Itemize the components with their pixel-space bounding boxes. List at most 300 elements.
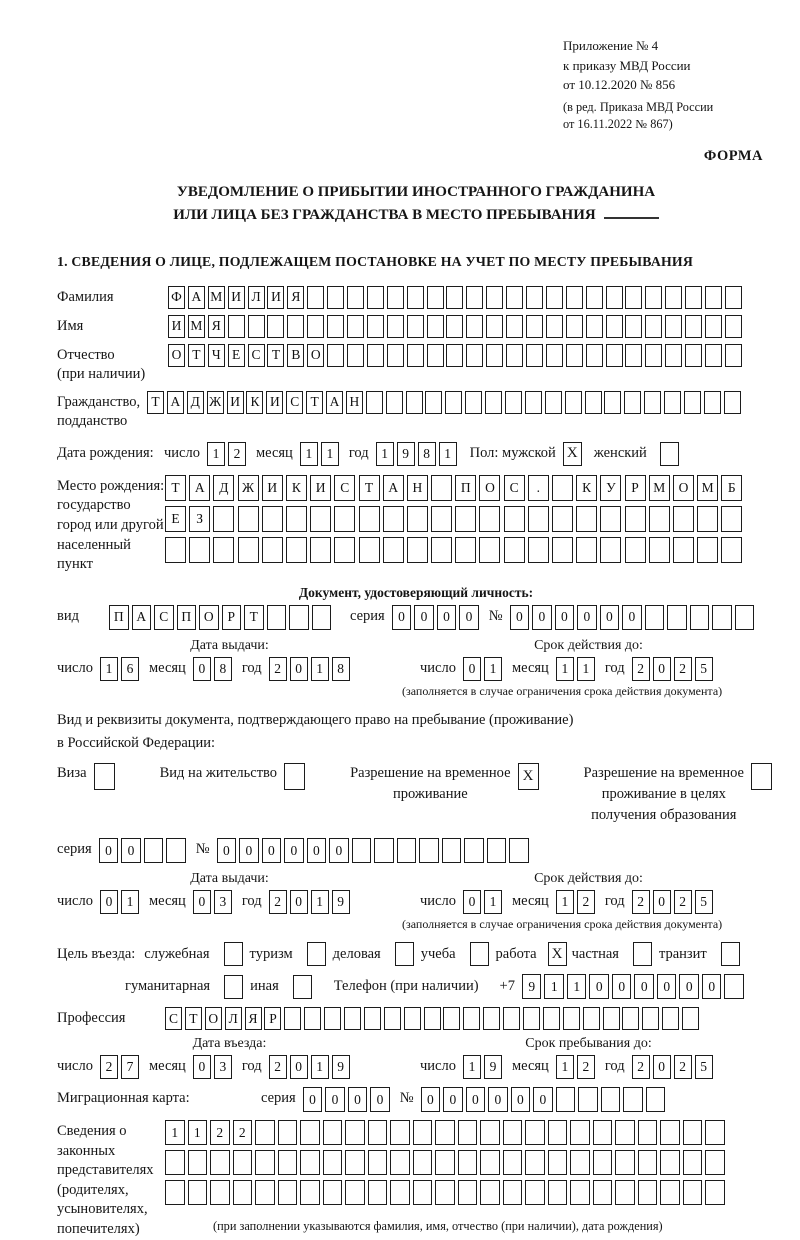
form-cell[interactable]: Ж: [238, 475, 259, 501]
form-cell[interactable]: [483, 1007, 500, 1030]
form-cell[interactable]: [685, 315, 702, 338]
form-cell[interactable]: [255, 1150, 275, 1175]
form-cell[interactable]: [367, 286, 384, 309]
form-cell[interactable]: [644, 391, 661, 414]
form-cell[interactable]: [188, 1180, 208, 1205]
form-cell[interactable]: И: [310, 475, 331, 501]
form-cell[interactable]: [525, 391, 542, 414]
form-cell[interactable]: С: [504, 475, 525, 501]
form-cell[interactable]: П: [177, 605, 197, 630]
form-cell[interactable]: [262, 506, 283, 532]
form-cell[interactable]: [638, 1120, 658, 1145]
form-cell[interactable]: [638, 1180, 658, 1205]
form-cell[interactable]: [615, 1150, 635, 1175]
form-cell[interactable]: [327, 344, 344, 367]
form-cell[interactable]: [345, 1180, 365, 1205]
form-cell[interactable]: [435, 1180, 455, 1205]
form-cell[interactable]: 0: [421, 1087, 441, 1112]
form-cell[interactable]: [585, 391, 602, 414]
form-cell[interactable]: [466, 315, 483, 338]
form-cell[interactable]: [566, 286, 583, 309]
form-cell[interactable]: [570, 1120, 590, 1145]
form-cell[interactable]: [425, 391, 442, 414]
form-cell[interactable]: И: [262, 475, 283, 501]
form-cell[interactable]: [383, 537, 404, 563]
form-cell[interactable]: [435, 1120, 455, 1145]
form-cell[interactable]: [583, 1007, 600, 1030]
form-cell[interactable]: Р: [625, 475, 646, 501]
form-cell[interactable]: Т: [359, 475, 380, 501]
form-cell[interactable]: [725, 344, 742, 367]
checkbox-purpose-transit[interactable]: [721, 942, 740, 966]
form-cell[interactable]: [566, 315, 583, 338]
form-cell[interactable]: [419, 838, 439, 863]
form-cell[interactable]: .: [528, 475, 549, 501]
form-cell[interactable]: 7: [121, 1055, 139, 1079]
form-cell[interactable]: [724, 974, 744, 999]
form-cell[interactable]: [213, 537, 234, 563]
form-cell[interactable]: 1: [376, 442, 394, 466]
form-cell[interactable]: Т: [165, 475, 186, 501]
form-cell[interactable]: 8: [418, 442, 436, 466]
form-cell[interactable]: [576, 537, 597, 563]
form-cell[interactable]: 0: [634, 974, 654, 999]
form-cell[interactable]: 0: [511, 1087, 531, 1112]
form-cell[interactable]: 2: [674, 1055, 692, 1079]
form-cell[interactable]: Ж: [207, 391, 224, 414]
form-cell[interactable]: Т: [306, 391, 323, 414]
form-cell[interactable]: [366, 391, 383, 414]
checkbox-temp-residence-education[interactable]: [751, 763, 772, 790]
form-cell[interactable]: Т: [188, 344, 205, 367]
form-cell[interactable]: Я: [287, 286, 304, 309]
form-cell[interactable]: 0: [414, 605, 434, 630]
form-cell[interactable]: [427, 286, 444, 309]
form-cell[interactable]: Ч: [208, 344, 225, 367]
form-cell[interactable]: 1: [207, 442, 225, 466]
form-cell[interactable]: [364, 1007, 381, 1030]
form-cell[interactable]: [323, 1120, 343, 1145]
form-cell[interactable]: [712, 605, 732, 630]
form-cell[interactable]: Я: [208, 315, 225, 338]
form-cell[interactable]: 1: [439, 442, 457, 466]
form-cell[interactable]: [528, 537, 549, 563]
form-cell[interactable]: [387, 315, 404, 338]
form-cell[interactable]: [697, 506, 718, 532]
form-cell[interactable]: И: [168, 315, 185, 338]
form-cell[interactable]: [503, 1120, 523, 1145]
form-cell[interactable]: 9: [522, 974, 542, 999]
form-cell[interactable]: 6: [121, 657, 139, 681]
form-cell[interactable]: 0: [466, 1087, 486, 1112]
form-cell[interactable]: [642, 1007, 659, 1030]
form-cell[interactable]: [504, 537, 525, 563]
form-cell[interactable]: [387, 286, 404, 309]
form-cell[interactable]: [526, 286, 543, 309]
form-cell[interactable]: Л: [225, 1007, 242, 1030]
form-cell[interactable]: [566, 344, 583, 367]
form-cell[interactable]: [586, 344, 603, 367]
form-cell[interactable]: [466, 286, 483, 309]
form-cell[interactable]: [480, 1180, 500, 1205]
form-cell[interactable]: [443, 1007, 460, 1030]
form-cell[interactable]: А: [167, 391, 184, 414]
form-cell[interactable]: Н: [346, 391, 363, 414]
form-cell[interactable]: О: [205, 1007, 222, 1030]
form-cell[interactable]: М: [649, 475, 670, 501]
form-cell[interactable]: 0: [348, 1087, 368, 1112]
form-cell[interactable]: [552, 537, 573, 563]
form-cell[interactable]: [238, 537, 259, 563]
form-cell[interactable]: [278, 1150, 298, 1175]
form-cell[interactable]: Я: [245, 1007, 262, 1030]
form-cell[interactable]: [570, 1180, 590, 1205]
form-cell[interactable]: 1: [311, 1055, 329, 1079]
form-cell[interactable]: 0: [437, 605, 457, 630]
form-cell[interactable]: Т: [185, 1007, 202, 1030]
form-cell[interactable]: [446, 286, 463, 309]
form-cell[interactable]: [486, 286, 503, 309]
form-cell[interactable]: [387, 344, 404, 367]
checkbox-purpose-humanitarian[interactable]: [224, 975, 243, 999]
form-cell[interactable]: [503, 1180, 523, 1205]
form-cell[interactable]: [552, 475, 573, 501]
form-cell[interactable]: К: [286, 475, 307, 501]
checkbox-purpose-private[interactable]: [633, 942, 652, 966]
form-cell[interactable]: [506, 315, 523, 338]
form-cell[interactable]: С: [286, 391, 303, 414]
form-cell[interactable]: [255, 1120, 275, 1145]
form-cell[interactable]: [248, 315, 265, 338]
form-cell[interactable]: 1: [567, 974, 587, 999]
form-cell[interactable]: [683, 1150, 703, 1175]
form-cell[interactable]: [673, 537, 694, 563]
form-cell[interactable]: [721, 506, 742, 532]
form-cell[interactable]: 0: [488, 1087, 508, 1112]
form-cell[interactable]: [455, 506, 476, 532]
form-cell[interactable]: Б: [721, 475, 742, 501]
form-cell[interactable]: 1: [311, 890, 329, 914]
form-cell[interactable]: [625, 286, 642, 309]
form-cell[interactable]: К: [246, 391, 263, 414]
form-cell[interactable]: 1: [321, 442, 339, 466]
form-cell[interactable]: 8: [332, 657, 350, 681]
form-cell[interactable]: [660, 1120, 680, 1145]
form-cell[interactable]: А: [132, 605, 152, 630]
form-cell[interactable]: [446, 344, 463, 367]
form-cell[interactable]: [615, 1120, 635, 1145]
form-cell[interactable]: [427, 344, 444, 367]
form-cell[interactable]: 2: [269, 657, 287, 681]
form-cell[interactable]: 1: [121, 890, 139, 914]
form-cell[interactable]: [347, 344, 364, 367]
form-cell[interactable]: [705, 1180, 725, 1205]
form-cell[interactable]: [166, 838, 186, 863]
form-cell[interactable]: [267, 605, 287, 630]
form-cell[interactable]: [368, 1150, 388, 1175]
form-cell[interactable]: [586, 315, 603, 338]
form-cell[interactable]: С: [334, 475, 355, 501]
form-cell[interactable]: [407, 344, 424, 367]
form-cell[interactable]: [673, 506, 694, 532]
form-cell[interactable]: [368, 1180, 388, 1205]
form-cell[interactable]: 2: [632, 1055, 650, 1079]
form-cell[interactable]: [665, 344, 682, 367]
form-cell[interactable]: [300, 1150, 320, 1175]
form-cell[interactable]: [697, 537, 718, 563]
form-cell[interactable]: Ф: [168, 286, 185, 309]
form-cell[interactable]: 5: [695, 890, 713, 914]
form-cell[interactable]: [638, 1150, 658, 1175]
form-cell[interactable]: [525, 1150, 545, 1175]
form-cell[interactable]: 0: [325, 1087, 345, 1112]
form-cell[interactable]: [548, 1180, 568, 1205]
form-cell[interactable]: А: [188, 286, 205, 309]
form-cell[interactable]: Е: [228, 344, 245, 367]
form-cell[interactable]: [406, 391, 423, 414]
form-cell[interactable]: [662, 1007, 679, 1030]
form-cell[interactable]: [523, 1007, 540, 1030]
form-cell[interactable]: О: [307, 344, 324, 367]
form-cell[interactable]: 0: [99, 838, 119, 863]
form-cell[interactable]: 9: [332, 1055, 350, 1079]
form-cell[interactable]: [660, 1180, 680, 1205]
form-cell[interactable]: С: [248, 344, 265, 367]
form-cell[interactable]: [455, 537, 476, 563]
form-cell[interactable]: [431, 506, 452, 532]
form-cell[interactable]: [384, 1007, 401, 1030]
form-cell[interactable]: Л: [248, 286, 265, 309]
form-cell[interactable]: 0: [679, 974, 699, 999]
form-cell[interactable]: [645, 286, 662, 309]
form-cell[interactable]: [262, 537, 283, 563]
form-cell[interactable]: 2: [210, 1120, 230, 1145]
form-cell[interactable]: М: [208, 286, 225, 309]
form-cell[interactable]: 2: [228, 442, 246, 466]
form-cell[interactable]: [165, 1150, 185, 1175]
form-cell[interactable]: [593, 1180, 613, 1205]
form-cell[interactable]: [645, 605, 665, 630]
form-cell[interactable]: 0: [612, 974, 632, 999]
form-cell[interactable]: [323, 1180, 343, 1205]
form-cell[interactable]: [485, 391, 502, 414]
form-cell[interactable]: [464, 838, 484, 863]
form-cell[interactable]: [458, 1180, 478, 1205]
form-cell[interactable]: 9: [332, 890, 350, 914]
form-cell[interactable]: [603, 1007, 620, 1030]
form-cell[interactable]: [606, 344, 623, 367]
form-cell[interactable]: 0: [443, 1087, 463, 1112]
form-cell[interactable]: 0: [657, 974, 677, 999]
form-cell[interactable]: 0: [193, 890, 211, 914]
form-cell[interactable]: 2: [233, 1120, 253, 1145]
form-cell[interactable]: 0: [193, 657, 211, 681]
form-cell[interactable]: [310, 537, 331, 563]
form-cell[interactable]: [705, 1150, 725, 1175]
form-cell[interactable]: 1: [463, 1055, 481, 1079]
form-cell[interactable]: [327, 315, 344, 338]
form-cell[interactable]: 2: [674, 890, 692, 914]
form-cell[interactable]: [307, 315, 324, 338]
form-cell[interactable]: [435, 1150, 455, 1175]
form-cell[interactable]: [725, 286, 742, 309]
form-cell[interactable]: 0: [303, 1087, 323, 1112]
form-cell[interactable]: И: [228, 286, 245, 309]
form-cell[interactable]: [704, 391, 721, 414]
form-cell[interactable]: [238, 506, 259, 532]
form-cell[interactable]: [431, 475, 452, 501]
form-cell[interactable]: [487, 838, 507, 863]
form-cell[interactable]: Н: [407, 475, 428, 501]
form-cell[interactable]: [503, 1007, 520, 1030]
form-cell[interactable]: [606, 286, 623, 309]
form-cell[interactable]: 0: [653, 890, 671, 914]
form-cell[interactable]: [165, 1180, 185, 1205]
form-cell[interactable]: 0: [600, 605, 620, 630]
form-cell[interactable]: 1: [556, 890, 574, 914]
form-cell[interactable]: 1: [188, 1120, 208, 1145]
form-cell[interactable]: 0: [239, 838, 259, 863]
form-cell[interactable]: [334, 537, 355, 563]
form-cell[interactable]: [446, 315, 463, 338]
form-cell[interactable]: Т: [147, 391, 164, 414]
form-cell[interactable]: [543, 1007, 560, 1030]
form-cell[interactable]: Т: [267, 344, 284, 367]
form-cell[interactable]: [374, 838, 394, 863]
form-cell[interactable]: 0: [532, 605, 552, 630]
form-cell[interactable]: Д: [187, 391, 204, 414]
form-cell[interactable]: [144, 838, 164, 863]
form-cell[interactable]: [509, 838, 529, 863]
form-cell[interactable]: [304, 1007, 321, 1030]
form-cell[interactable]: [300, 1180, 320, 1205]
form-cell[interactable]: [255, 1180, 275, 1205]
form-cell[interactable]: [390, 1120, 410, 1145]
form-cell[interactable]: [390, 1180, 410, 1205]
form-cell[interactable]: [606, 315, 623, 338]
form-cell[interactable]: [289, 605, 309, 630]
form-cell[interactable]: [344, 1007, 361, 1030]
form-cell[interactable]: [407, 286, 424, 309]
form-cell[interactable]: [735, 605, 755, 630]
form-cell[interactable]: [486, 315, 503, 338]
form-cell[interactable]: [645, 344, 662, 367]
form-cell[interactable]: [546, 344, 563, 367]
form-cell[interactable]: [624, 391, 641, 414]
checkbox-residence-permit[interactable]: [284, 763, 305, 790]
form-cell[interactable]: [413, 1150, 433, 1175]
form-cell[interactable]: [307, 286, 324, 309]
form-cell[interactable]: Т: [244, 605, 264, 630]
form-cell[interactable]: [324, 1007, 341, 1030]
form-cell[interactable]: 0: [370, 1087, 390, 1112]
form-cell[interactable]: 0: [392, 605, 412, 630]
form-cell[interactable]: [397, 838, 417, 863]
form-cell[interactable]: [705, 315, 722, 338]
form-cell[interactable]: [465, 391, 482, 414]
form-cell[interactable]: М: [697, 475, 718, 501]
form-cell[interactable]: [625, 537, 646, 563]
form-cell[interactable]: [189, 537, 210, 563]
form-cell[interactable]: [649, 506, 670, 532]
form-cell[interactable]: [368, 1120, 388, 1145]
form-cell[interactable]: [649, 537, 670, 563]
form-cell[interactable]: [284, 1007, 301, 1030]
form-cell[interactable]: [724, 391, 741, 414]
form-cell[interactable]: [576, 506, 597, 532]
form-cell[interactable]: [463, 1007, 480, 1030]
form-cell[interactable]: [664, 391, 681, 414]
checkbox-purpose-other[interactable]: [293, 975, 312, 999]
form-cell[interactable]: [506, 344, 523, 367]
form-cell[interactable]: М: [188, 315, 205, 338]
form-cell[interactable]: [267, 315, 284, 338]
checkbox-purpose-tourism[interactable]: [307, 942, 326, 966]
form-cell[interactable]: 0: [290, 1055, 308, 1079]
form-cell[interactable]: [625, 315, 642, 338]
form-cell[interactable]: 2: [577, 890, 595, 914]
form-cell[interactable]: [623, 1087, 643, 1112]
form-cell[interactable]: 2: [269, 1055, 287, 1079]
form-cell[interactable]: [445, 391, 462, 414]
form-cell[interactable]: 0: [589, 974, 609, 999]
form-cell[interactable]: [504, 506, 525, 532]
form-cell[interactable]: [233, 1180, 253, 1205]
form-cell[interactable]: [278, 1120, 298, 1145]
form-cell[interactable]: [646, 1087, 666, 1112]
form-cell[interactable]: [300, 1120, 320, 1145]
form-cell[interactable]: [505, 391, 522, 414]
form-cell[interactable]: С: [154, 605, 174, 630]
form-cell[interactable]: 0: [307, 838, 327, 863]
form-cell[interactable]: [705, 344, 722, 367]
checkbox-visa[interactable]: [94, 763, 115, 790]
form-cell[interactable]: 1: [577, 657, 595, 681]
form-cell[interactable]: 0: [653, 657, 671, 681]
form-cell[interactable]: [506, 286, 523, 309]
form-cell[interactable]: Р: [222, 605, 242, 630]
form-cell[interactable]: [563, 1007, 580, 1030]
form-cell[interactable]: 2: [632, 657, 650, 681]
checkbox-purpose-business[interactable]: [395, 942, 414, 966]
form-cell[interactable]: 0: [262, 838, 282, 863]
form-cell[interactable]: [165, 537, 186, 563]
form-cell[interactable]: [625, 344, 642, 367]
form-cell[interactable]: [625, 506, 646, 532]
form-cell[interactable]: У: [600, 475, 621, 501]
form-cell[interactable]: 2: [674, 657, 692, 681]
form-cell[interactable]: [526, 315, 543, 338]
form-cell[interactable]: 0: [329, 838, 349, 863]
form-cell[interactable]: 0: [463, 657, 481, 681]
form-cell[interactable]: 0: [555, 605, 575, 630]
form-cell[interactable]: [690, 605, 710, 630]
form-cell[interactable]: [645, 315, 662, 338]
form-cell[interactable]: А: [326, 391, 343, 414]
form-cell[interactable]: [345, 1150, 365, 1175]
form-cell[interactable]: [359, 506, 380, 532]
form-cell[interactable]: 1: [100, 657, 118, 681]
form-cell[interactable]: [287, 315, 304, 338]
form-cell[interactable]: [503, 1150, 523, 1175]
form-cell[interactable]: 0: [193, 1055, 211, 1079]
form-cell[interactable]: [552, 506, 573, 532]
form-cell[interactable]: [286, 506, 307, 532]
form-cell[interactable]: [525, 1120, 545, 1145]
form-cell[interactable]: [352, 838, 372, 863]
form-cell[interactable]: 1: [556, 1055, 574, 1079]
checkbox-male[interactable]: X: [563, 442, 582, 466]
